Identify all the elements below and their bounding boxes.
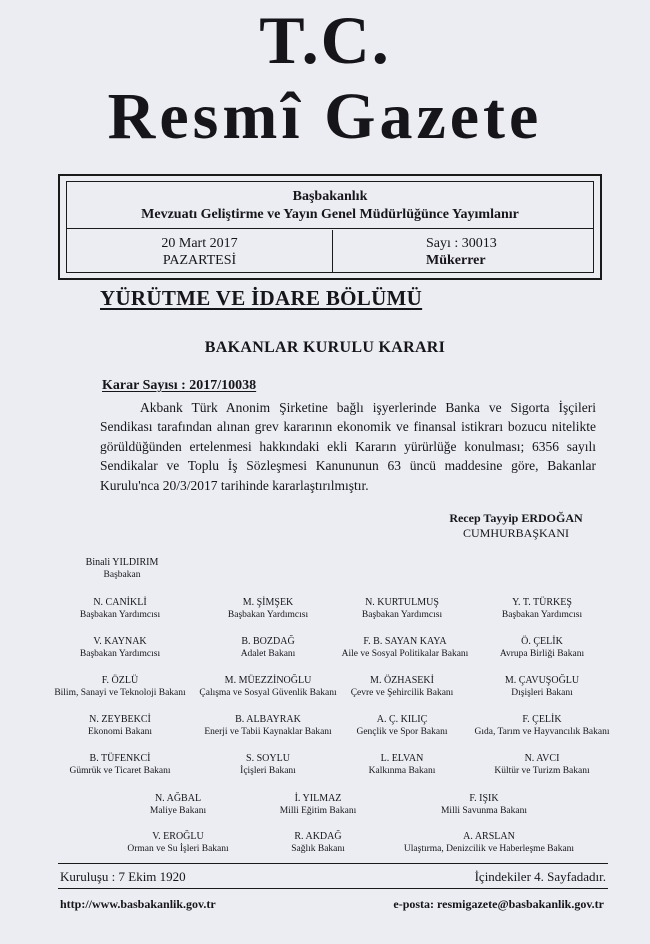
- signatory-name: B. ALBAYRAK: [235, 714, 301, 725]
- signatory: [340, 596, 464, 621]
- signatory: [116, 792, 240, 817]
- signatory: [480, 752, 604, 777]
- signatory-name: L. ELVAN: [380, 753, 424, 764]
- decree-body-text: Akbank Türk Anonim Şirketine bağlı işyerlerinde Banka ve Sigorta İşçileri Sendikası tarafından alınan grev kararının ekonomik ve finansal istikrarı bozucu nitelikte görüldüğünden ertelenmesi hakkındaki ekli Kararın yürürlüğe konulması; 6356 sayılı Sendikalar ve Toplu İş Sözleşmesi Kanununun 63 üncü maddesine göre, Bakanlar Kurulu'nca 20/3/2017 tarihinde kararlaştırılmıştır.: [100, 400, 596, 493]
- signatory: [480, 596, 604, 621]
- signatory: [58, 596, 182, 621]
- signatory-title: Aile ve Sosyal Politikalar Bakanı: [341, 649, 469, 659]
- signatory: [202, 713, 334, 738]
- signatory-name: İ. YILMAZ: [294, 793, 342, 804]
- masthead-info-box: [58, 174, 602, 280]
- signatory-name: M. ŞİMŞEK: [242, 597, 294, 608]
- signatory-title: Gıda, Tarım ve Hayvancılık Bakanı: [474, 727, 610, 737]
- signatory-title: Kalkınma Bakanı: [368, 766, 436, 776]
- signatory-title: Başbakan: [103, 570, 141, 580]
- signatory-name: F. IŞIK: [469, 793, 499, 804]
- footer-website: http://www.basbakanlik.gov.tr: [60, 897, 216, 911]
- signatory-name: Ö. ÇELİK: [521, 636, 563, 647]
- decision-heading: BAKANLAR KURULU KARARI: [204, 339, 446, 356]
- signatory: [256, 830, 380, 855]
- footer-contents-note: İçindekiler 4. Sayfadadır.: [474, 869, 606, 884]
- signatory: [52, 674, 188, 699]
- signatory-name: N. CANİKLİ: [93, 597, 147, 608]
- signatory: [60, 556, 184, 581]
- signatory-name: Binali YILDIRIM: [85, 557, 159, 568]
- signatory: [394, 830, 584, 855]
- signatory-name: R. AKDAĞ: [294, 831, 342, 842]
- signatory-title: Gençlik ve Spor Bakanı: [356, 727, 448, 737]
- signatory-name: F. B. SAYAN KAYA: [363, 636, 447, 647]
- president-title: CUMHURBAŞKANI: [462, 526, 569, 540]
- signatory-name: B. BOZDAĞ: [241, 636, 295, 647]
- signatory: [58, 635, 182, 660]
- masthead-date-block: [67, 230, 333, 272]
- signatory: [206, 596, 330, 621]
- issue-weekday: PAZARTESİ: [162, 253, 237, 268]
- masthead-publisher: Mevzuatı Geliştirme ve Yayın Genel Müdürlüğünce Yayımlanır: [141, 207, 519, 222]
- signatory-title: Milli Savunma Bakanı: [440, 806, 528, 816]
- signatory-title: Bilim, Sanayi ve Teknoloji Bakanı: [54, 688, 186, 698]
- signatory-name: S. SOYLU: [246, 753, 290, 764]
- masthead-office: Başbakanlık: [292, 189, 368, 204]
- signatory-title: Dışişleri Bakanı: [511, 688, 573, 698]
- signatory: [256, 792, 380, 817]
- signatory-title: Avrupa Birliği Bakanı: [499, 649, 585, 659]
- signatory-name: V. KAYNAK: [93, 636, 147, 647]
- signatory-title: Başbakan Yardımcısı: [227, 610, 309, 620]
- issue-date: 20 Mart 2017: [161, 236, 238, 251]
- signatory-title: Gümrük ve Ticaret Bakanı: [69, 766, 171, 776]
- footer-founded: Kuruluşu : 7 Ekim 1920: [60, 869, 186, 884]
- signatory: [108, 830, 248, 855]
- signatory-title: Kültür ve Turizm Bakanı: [494, 766, 590, 776]
- signatory: [340, 713, 464, 738]
- decree-number: Karar Sayısı : 2017/10038: [102, 378, 257, 393]
- signatory-name: V. EROĞLU: [152, 831, 204, 842]
- section-title: YÜRÜTME VE İDARE BÖLÜMÜ: [100, 286, 423, 310]
- masthead-issue-block: [334, 230, 593, 272]
- president-name: Recep Tayyip ERDOĞAN: [449, 511, 583, 525]
- issue-number: Sayı : 30013: [426, 236, 497, 251]
- signatory: [340, 674, 464, 699]
- signatory-title: Ulaştırma, Denizcilik ve Haberleşme Bakanı: [403, 844, 575, 854]
- signatory-name: M. ÇAVUŞOĞLU: [504, 675, 580, 686]
- footer-divider-top: [58, 863, 608, 864]
- signatory: [480, 674, 604, 699]
- footer-divider-bottom: [58, 888, 608, 889]
- signatory-title: Çalışma ve Sosyal Güvenlik Bakanı: [199, 688, 337, 698]
- signatory-title: Çevre ve Şehircilik Bakanı: [350, 688, 454, 698]
- signatory: [470, 713, 614, 738]
- masthead-title: Resmî Gazete: [107, 80, 543, 153]
- issue-type: Mükerrer: [426, 253, 486, 268]
- signatory-name: N. AVCI: [524, 753, 560, 764]
- signatory-title: Başbakan Yardımcısı: [79, 610, 161, 620]
- signatory: [198, 674, 338, 699]
- signatory-name: A. Ç. KILIÇ: [376, 714, 428, 725]
- signatory: [206, 635, 330, 660]
- signatory: [206, 752, 330, 777]
- signatory-title: Başbakan Yardımcısı: [361, 610, 443, 620]
- footer-email: e-posta: resmigazete@basbakanlik.gov.tr: [393, 897, 604, 911]
- signatory-name: A. ARSLAN: [463, 831, 515, 842]
- signatory-name: Y. T. TÜRKEŞ: [512, 597, 572, 608]
- signatory: [480, 635, 604, 660]
- signatory: [58, 713, 182, 738]
- signatory-title: Adalet Bakanı: [240, 649, 296, 659]
- signatory-title: Sağlık Bakanı: [291, 844, 345, 854]
- signatory-title: Milli Eğitim Bakanı: [279, 806, 357, 816]
- signatory-title: Başbakan Yardımcısı: [501, 610, 583, 620]
- signatory-name: M. ÖZHASEKİ: [370, 675, 434, 686]
- masthead-publisher-block: [67, 182, 593, 229]
- signatory-title: Enerji ve Tabii Kaynaklar Bakanı: [204, 727, 332, 737]
- signatory-name: N. AĞBAL: [154, 793, 202, 804]
- masthead-tc: T.C.: [259, 2, 391, 78]
- signatory: [330, 635, 480, 660]
- signatory-name: N. KURTULMUŞ: [365, 597, 439, 608]
- signatory-name: M. MÜEZZİNOĞLU: [224, 675, 312, 686]
- signatory: [422, 792, 546, 817]
- signatory: [58, 752, 182, 777]
- signatory-title: Orman ve Su İşleri Bakanı: [127, 844, 229, 854]
- signatory-title: Başbakan Yardımcısı: [79, 649, 161, 659]
- signatory-name: F. ÇELİK: [522, 714, 562, 725]
- signatory-title: Maliye Bakanı: [149, 806, 207, 816]
- president-signature: [416, 511, 616, 541]
- signatory-name: F. ÖZLÜ: [101, 675, 139, 686]
- signatory-title: Ekonomi Bakanı: [87, 727, 153, 737]
- signatory: [340, 752, 464, 777]
- signatory-name: N. ZEYBEKCİ: [89, 714, 151, 725]
- signatory-title: İçişleri Bakanı: [240, 766, 296, 776]
- signatory-name: B. TÜFENKCİ: [89, 753, 151, 764]
